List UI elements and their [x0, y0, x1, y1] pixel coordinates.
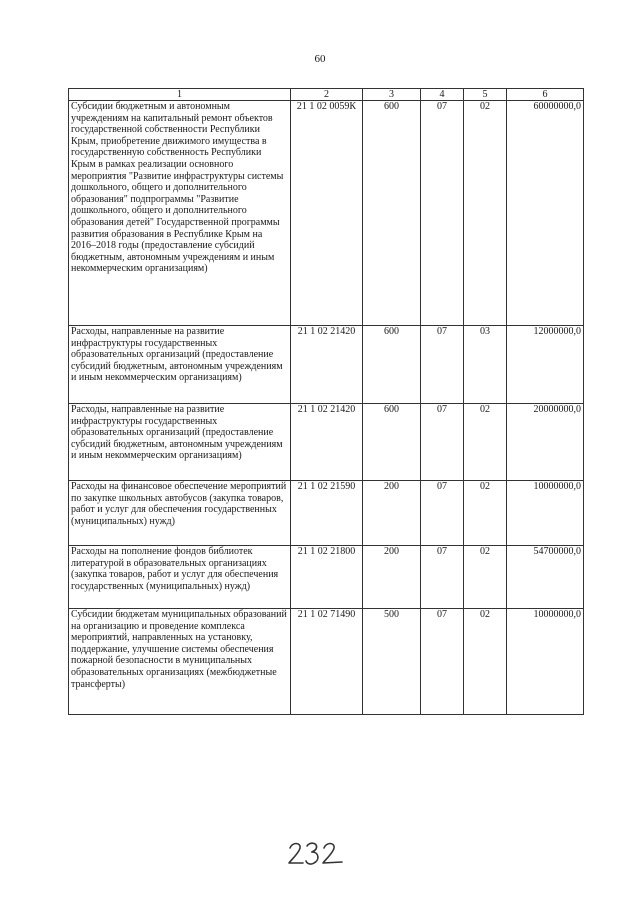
row-amount: 60000000,0 [507, 101, 584, 326]
row-description: Расходы на финансовое обеспечение мероприятий по закупке школьных автобусов (закупка товаров, работ и услуг для обеспечения государственных (муниципальных) нужд) [69, 481, 291, 546]
row-description: Расходы, направленные на развитие инфраструктуры государственных образовательных организаций (предоставление субсидий бюджетным, автономным учреждениям и иным некоммерческим организациям) [69, 326, 291, 404]
table-row [69, 404, 584, 481]
row-amount: 20000000,0 [507, 404, 584, 481]
row-column-5: 02 [464, 481, 507, 546]
row-column-5: 02 [464, 609, 507, 715]
column-header-4: 4 [421, 89, 464, 101]
row-description: Субсидии бюджетам муниципальных образований на организацию и проведение комплекса мероприятий, направленных на установку, поддержание, улучшение системы обеспечения пожарной безопасности в муниципальных образовательных организациях (межбюджетные трансферты) [69, 609, 291, 715]
table-row [69, 546, 584, 609]
row-column-4: 07 [421, 609, 464, 715]
row-description: Субсидии бюджетным и автономным учреждениям на капитальный ремонт объектов государственной собственности Республики Крым, приобретение движимого имущества в государственную собственность Республики Крым в рамках реализации основного мероприятия "Развитие инфраструктуры системы дошкольного, общего и дополнительного образования" подпрограммы "Развитие дошкольного, общего и дополнительного образования детей" Государственной программы развития образования в Республике Крым на 2016–2018 годы (предоставление субсидий бюджетным, автономным учреждениям и иным некоммерческим организациям) [69, 101, 291, 326]
row-column-4: 07 [421, 546, 464, 609]
row-column-4: 07 [421, 481, 464, 546]
handwritten-page-mark [286, 838, 346, 868]
row-amount: 54700000,0 [507, 546, 584, 609]
row-description: Расходы на пополнение фондов библиотек литературой в образовательных организациях (закупка товаров, работ и услуг для обеспечения государственных (муниципальных) нужд) [69, 546, 291, 609]
row-column-4: 07 [421, 101, 464, 326]
table-header-row [69, 89, 584, 101]
row-column-5: 02 [464, 101, 507, 326]
row-amount: 12000000,0 [507, 326, 584, 404]
budget-table [68, 88, 584, 715]
row-column-3: 600 [363, 326, 421, 404]
row-column-3: 600 [363, 404, 421, 481]
column-header-2: 2 [291, 89, 363, 101]
page-number: 60 [314, 53, 326, 65]
row-amount: 10000000,0 [507, 481, 584, 546]
row-column-3: 200 [363, 546, 421, 609]
row-code: 21 1 02 21420 [291, 404, 363, 481]
row-column-3: 600 [363, 101, 421, 326]
row-code: 21 1 02 21420 [291, 326, 363, 404]
row-column-3: 500 [363, 609, 421, 715]
table-row [69, 481, 584, 546]
column-header-6: 6 [507, 89, 584, 101]
table-row [69, 609, 584, 715]
row-code: 21 1 02 21590 [291, 481, 363, 546]
row-column-5: 03 [464, 326, 507, 404]
row-code: 21 1 02 71490 [291, 609, 363, 715]
row-code: 21 1 02 0059К [291, 101, 363, 326]
row-column-4: 07 [421, 404, 464, 481]
row-column-5: 02 [464, 404, 507, 481]
column-header-5: 5 [464, 89, 507, 101]
row-column-4: 07 [421, 326, 464, 404]
row-column-5: 02 [464, 546, 507, 609]
row-column-3: 200 [363, 481, 421, 546]
table-row [69, 326, 584, 404]
row-code: 21 1 02 21800 [291, 546, 363, 609]
column-header-1: 1 [69, 89, 291, 101]
row-description: Расходы, направленные на развитие инфраструктуры государственных образовательных организаций (предоставление субсидий бюджетным, автономным учреждениям и иным некоммерческим организациям) [69, 404, 291, 481]
row-amount: 10000000,0 [507, 609, 584, 715]
table-row [69, 101, 584, 326]
column-header-3: 3 [363, 89, 421, 101]
